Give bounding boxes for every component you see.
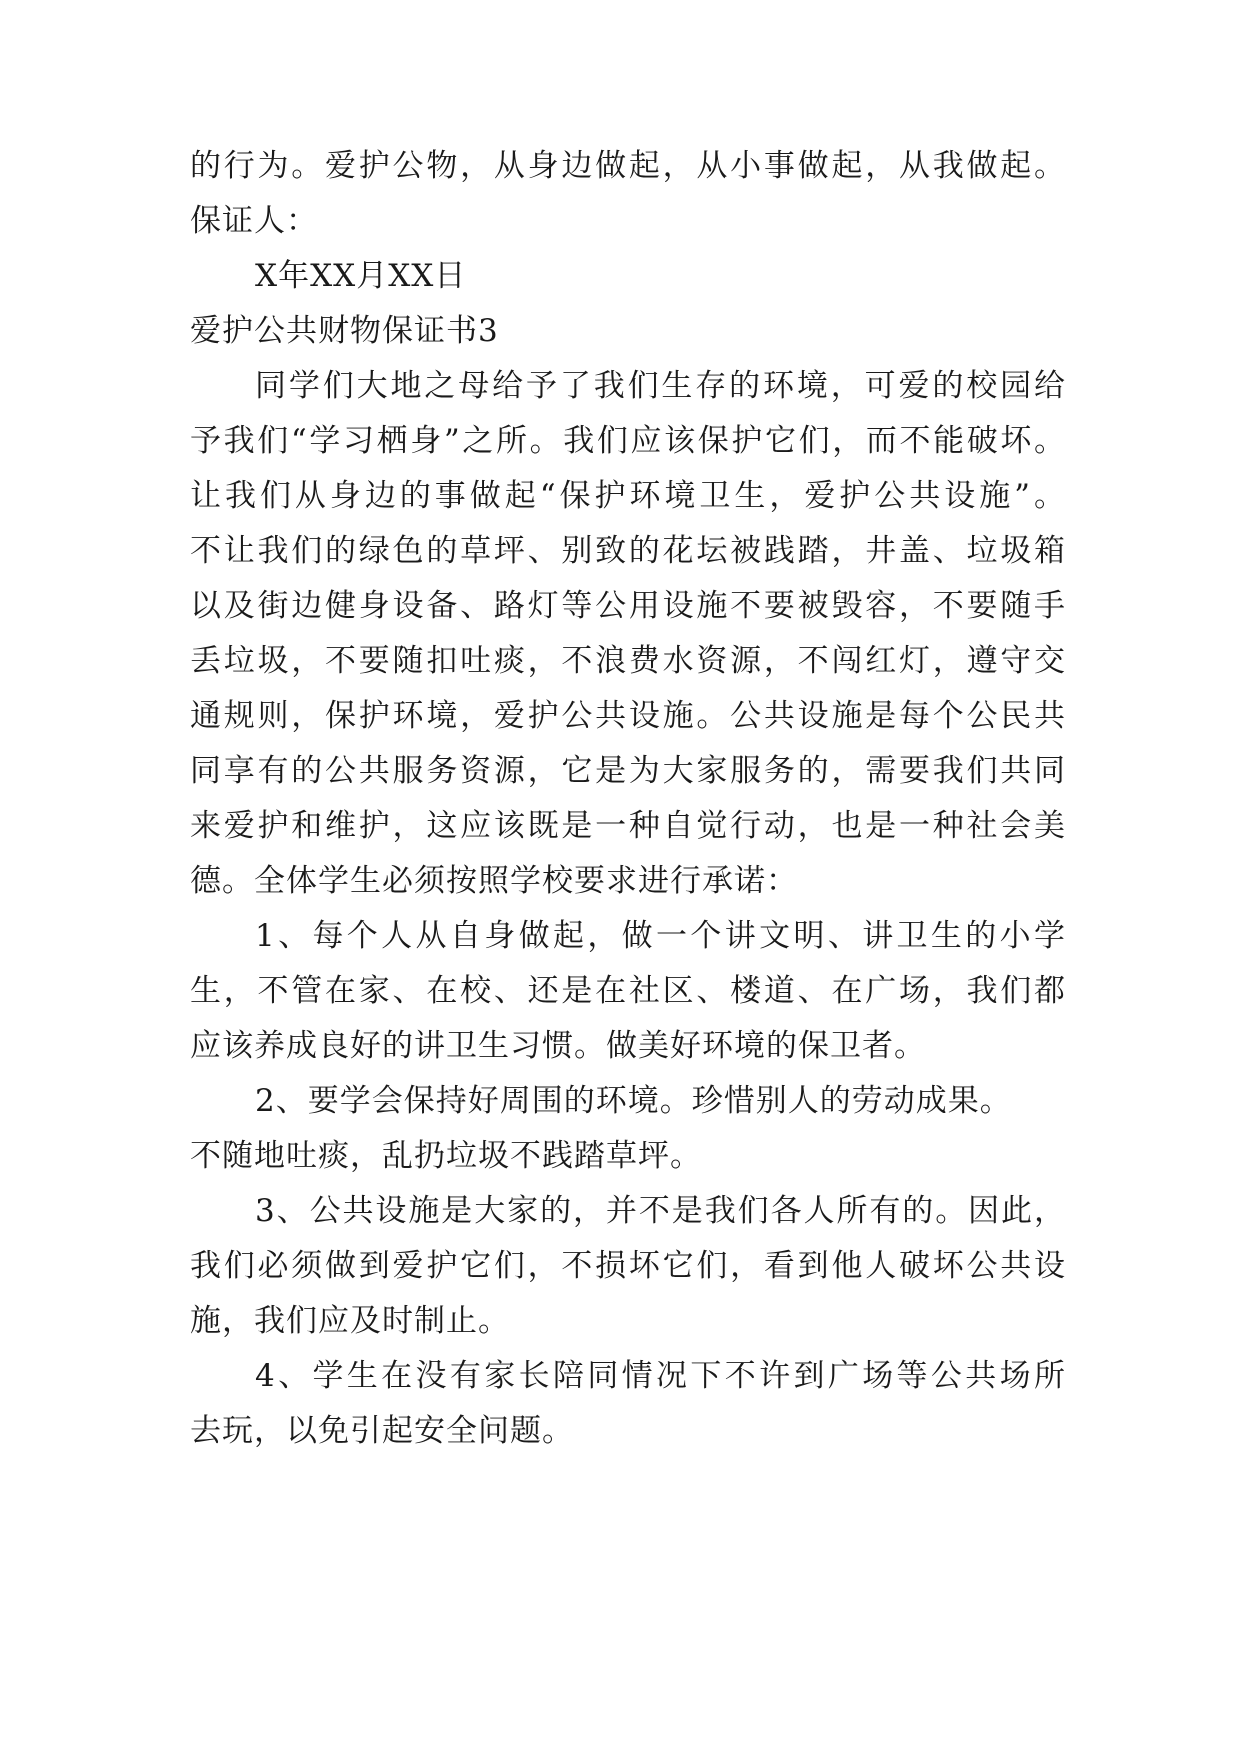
text-line: 丢垃圾，不要随扣吐痰，不浪费水资源，不闯红灯，遵守交 <box>190 643 1066 679</box>
text-line: 同享有的公共服务资源，它是为大家服务的，需要我们共同 <box>190 753 1066 789</box>
text-line: 不随地吐痰，乱扔垃圾不践踏草坪。 <box>190 1138 702 1174</box>
text-line: 来爱护和维护，这应该既是一种自觉行动，也是一种社会美 <box>190 808 1066 844</box>
text-line: 去玩，以免引起安全问题。 <box>190 1413 574 1449</box>
text-line: 予我们“学习栖身”之所。我们应该保护它们，而不能破坏。 <box>190 423 1066 459</box>
text-line: 以及街边健身设备、路灯等公用设施不要被毁容，不要随手 <box>190 588 1066 624</box>
text-line: 通规则，保护环境，爱护公共设施。公共设施是每个公民共 <box>190 698 1066 734</box>
text-line: 施，我们应及时制止。 <box>190 1303 510 1339</box>
section-heading: 爱护公共财物保证书3 <box>190 313 499 349</box>
text-line: 3、公共设施是大家的，并不是我们各人所有的。因此， <box>255 1193 1066 1229</box>
text-line: 同学们大地之母给予了我们生存的环境，可爱的校园给 <box>255 368 1066 404</box>
text-line: 应该养成良好的讲卫生习惯。做美好环境的保卫者。 <box>190 1028 926 1064</box>
text-line: 生，不管在家、在校、还是在社区、楼道、在广场，我们都 <box>190 973 1066 1009</box>
text-line: 4、学生在没有家长陪同情况下不许到广场等公共场所 <box>255 1358 1066 1394</box>
text-line: 德。全体学生必须按照学校要求进行承诺： <box>190 863 798 899</box>
text-line: 让我们从身边的事做起“保护环境卫生，爱护公共设施”。 <box>190 478 1066 514</box>
text-line: 的行为。爱护公物，从身边做起，从小事做起，从我做起。 <box>190 148 1066 184</box>
text-line: 2、要学会保持好周围的环境。珍惜别人的劳动成果。 <box>255 1083 1012 1119</box>
text-line: 我们必须做到爱护它们，不损坏它们，看到他人破坏公共设 <box>190 1248 1066 1284</box>
text-line: 1、每个人从自身做起，做一个讲文明、讲卫生的小学 <box>255 918 1066 954</box>
text-line: 不让我们的绿色的草坪、别致的花坛被践踏，井盖、垃圾箱 <box>190 533 1066 569</box>
signer-label: 保证人： <box>190 203 318 239</box>
date-line: X年XX月XX日 <box>255 258 467 294</box>
